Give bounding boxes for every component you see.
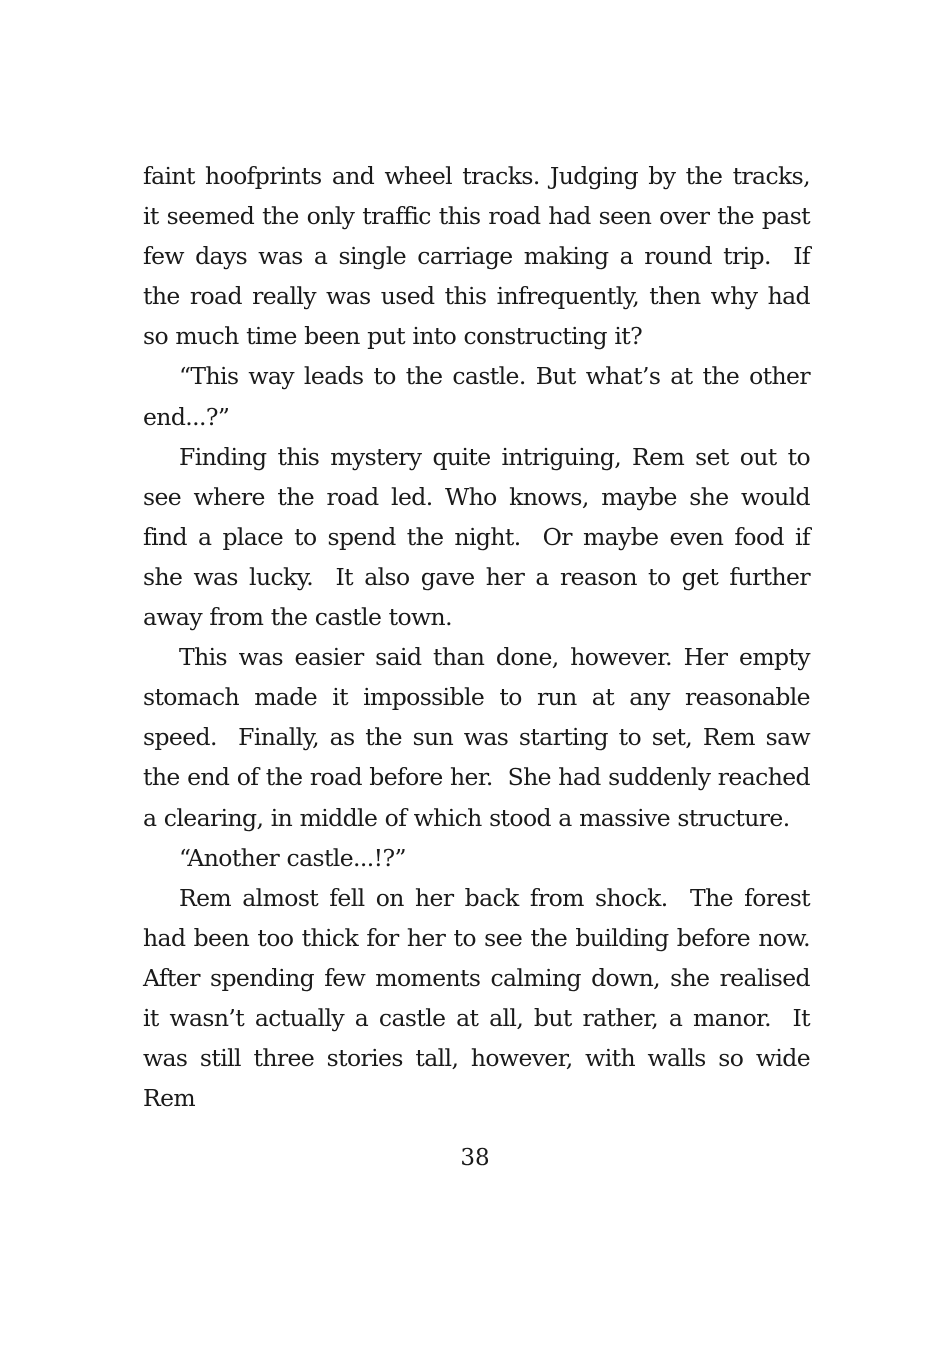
paragraph-dialogue: “Another castle...!?” (179, 843, 406, 872)
paragraph-continued: faint hoofprints and wheel tracks. Judging by the tracks, it seemed the only traffic this road had seen over the past few days was a single carriage making a round trip. If the road really was used this infrequently, then why had so much time been put into constructing it? (143, 162, 810, 351)
paragraph: Rem almost fell on her back from shock. The forest had been too thick for her to see the building before now. After spending few moments calming down, she realised it wasn’t actually a castle at all, but rather, a manor. It was still three stories tall, however, with walls so wide Rem (143, 883, 810, 1113)
paragraph-dialogue: “This way leads to the castle. But what’s at the other end...?” (143, 362, 810, 431)
paragraph: Finding this mystery quite intriguing, Rem set out to see where the road led. Who knows, maybe she would find a place to spend the night. Or maybe even food if she was lucky. It also gave her a reason to get further away from the castle town. (143, 442, 810, 632)
body-text (143, 156, 810, 1118)
paragraph: This was easier said than done, however. Her empty stomach made it impossible to run at any reasonable speed. Finally, as the sun was starting to set, Rem saw the end of the road before her. She had suddenly reached a clearing, in middle of which stood a massive structure. (143, 643, 810, 832)
page-number: 38 (460, 1145, 490, 1171)
